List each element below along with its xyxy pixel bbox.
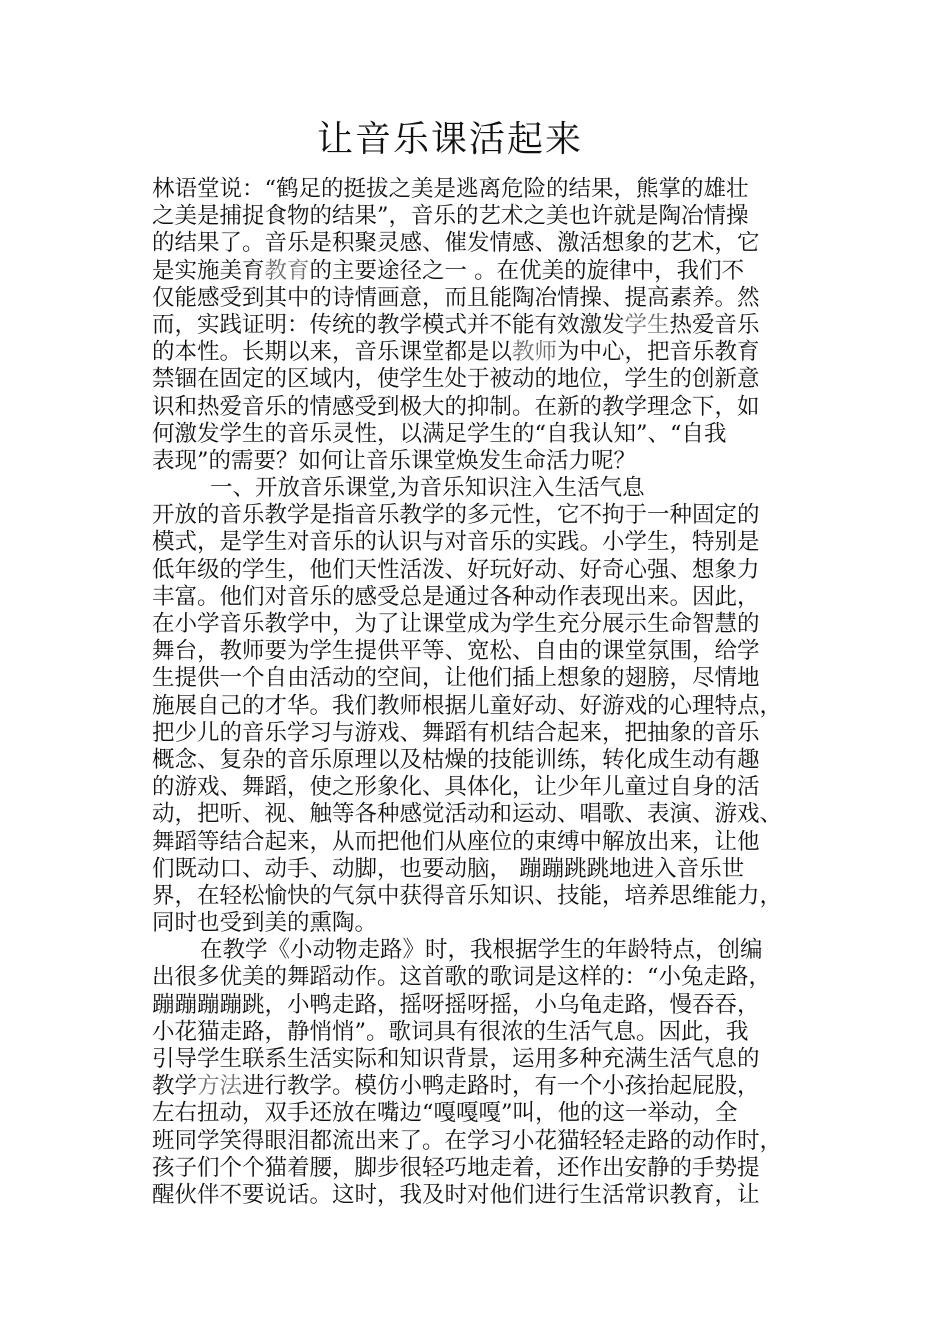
- text-line: 舞台，教师要为学生提供平等、宽松、自由的课堂氛围，给学: [152, 638, 760, 665]
- text-line: 的游戏、舞蹈，使之形象化、具体化，让少年儿童过自身的活: [152, 774, 760, 801]
- text-line: 同时也受到美的熏陶。: [152, 910, 378, 937]
- text-line: 在小学音乐教学中，为了让课堂成为学生充分展示生命智慧的: [152, 611, 760, 637]
- text-line: 动，把听、视、触等各种感觉活动和运动、唱歌、表演、游戏、: [152, 801, 783, 828]
- text-line: 而，实践证明：传统的教学模式并不能有效激发学生热爱音乐: [152, 311, 760, 338]
- text-line: 蹦蹦蹦蹦跳，小鸭走路，摇呀摇呀摇，小乌龟走路，慢吞吞，: [152, 991, 760, 1018]
- paragraph-1: [152, 176, 812, 475]
- text-line: 概念、复杂的音乐原理以及枯燥的技能训练，转化成生动有趣: [152, 746, 760, 773]
- text-line: 表现”的需要？如何让音乐课堂焕发生命活力呢？: [152, 447, 637, 474]
- text-line: 低年级的学生，他们天性活泼、好玩好动、好奇心强、想象力: [152, 556, 760, 583]
- text-line: 林语堂说：“鹤足的挺拔之美是逃离危险的结果，熊掌的雄壮: [152, 176, 749, 202]
- text-line: 的本性。长期以来，音乐课堂都是以教师为中心，把音乐教育: [152, 339, 760, 366]
- text-line: 仅能感受到其中的诗情画意，而且能陶冶情操、提高素养。然: [152, 284, 760, 311]
- keyword-link-method[interactable]: 方法: [197, 1073, 243, 1100]
- text-line: 生提供一个自由活动的空间，让他们插上想象的翅膀，尽情地: [152, 665, 760, 692]
- keyword-link-teacher[interactable]: 教师: [512, 339, 558, 366]
- text-line: 丰富。他们对音乐的感受总是通过各种动作表现出来。因此，: [152, 583, 760, 610]
- keyword-link-student[interactable]: 学生: [624, 311, 670, 338]
- text-line: 是实施美育教育的主要途径之一 。在优美的旋律中，我们不: [152, 257, 745, 284]
- text-line: 识和热爱音乐的情感受到极大的抑制。在新的教学理念下，如: [152, 393, 760, 420]
- document-title: [0, 116, 900, 164]
- text-line: 界，在轻松愉快的气氛中获得音乐知识、技能，培养思维能力，: [152, 882, 783, 909]
- text-line: 施展自己的才华。我们教师根据儿童好动、好游戏的心理特点，: [152, 692, 783, 719]
- text-line: 教学方法进行教学。模仿小鸭走路时，有一个小孩抬起屁股，: [152, 1073, 760, 1100]
- document-body: [152, 176, 812, 1209]
- text-line: 在教学《小动物走路》时，我根据学生的年龄特点，创编: [200, 937, 763, 964]
- text-line: 禁锢在固定的区域内，使学生处于被动的地位，学生的创新意: [152, 366, 760, 393]
- text-line: 们既动口、动手、动脚，也要动脑， 蹦蹦跳跳地进入音乐世: [152, 855, 745, 882]
- text-line: 醒伙伴不要说话。这时，我及时对他们进行生活常识教育，让: [152, 1181, 760, 1208]
- title-text: 让音乐课活起来: [316, 119, 583, 160]
- keyword-link-education[interactable]: 教育: [264, 257, 310, 284]
- paragraph-2: [152, 502, 812, 937]
- text-line: 的结果了。音乐是积聚灵感、催发情感、激活想象的艺术，它: [152, 230, 760, 257]
- text-line: 左右扭动，双手还放在嘴边“嘎嘎嘎”叫，他的这一举动，全: [152, 1100, 738, 1127]
- text-line: 小花猫走路，静悄悄”。歌词具有很浓的生活气息。因此，我: [152, 1018, 749, 1045]
- text-line: 模式，是学生对音乐的认识与对音乐的实践。小学生，特别是: [152, 529, 760, 556]
- text-line: 开放的音乐教学是指音乐教学的多元性，它不拘于一种固定的: [152, 502, 760, 529]
- text-line: 舞蹈等结合起来，从而把他们从座位的束缚中解放出来，让他: [152, 828, 760, 855]
- text-line: 何激发学生的音乐灵性，以满足学生的“自我认知”、“自我: [152, 420, 727, 447]
- text-line: 引导学生联系生活实际和知识背景，运用多种充满生活气息的: [152, 1046, 760, 1072]
- text-line: 出很多优美的舞蹈动作。这首歌的歌词是这样的：“小兔走路，: [152, 964, 772, 991]
- paragraph-3: [152, 937, 812, 1209]
- text-line: 之美是捕捉食物的结果”，音乐的艺术之美也许就是陶冶情操: [152, 203, 749, 230]
- section-heading: 一、开放音乐课堂,为音乐知识注入生活气息: [210, 475, 645, 502]
- text-line: 班同学笑得眼泪都流出来了。在学习小花猫轻轻走路的动作时，: [152, 1127, 783, 1154]
- text-line: 孩子们个个猫着腰，脚步很轻巧地走着，还作出安静的手势提: [152, 1154, 760, 1181]
- text-line: 把少儿的音乐学习与游戏、舞蹈有机结合起来，把抽象的音乐: [152, 719, 760, 746]
